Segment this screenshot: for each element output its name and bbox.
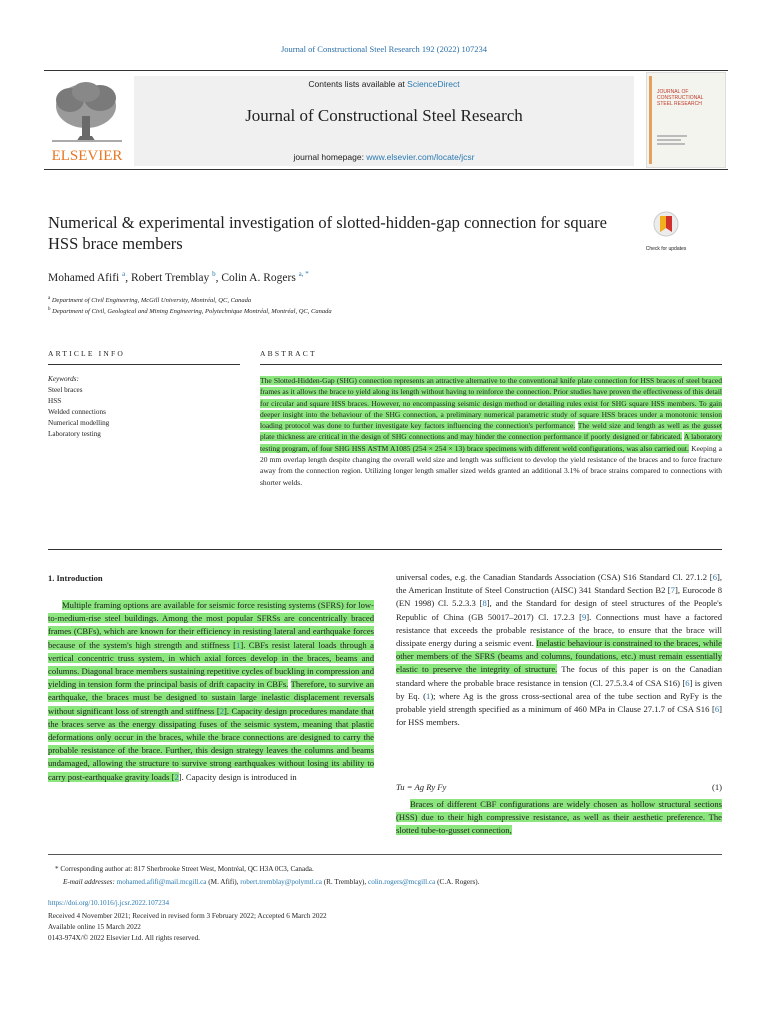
highlighted-text: ]. CBFs resist lateral loads through a vertical concentric truss system, in which axial forces develop in the braces, beams and columns. Diagonal brace members sustaining repetitive cycles of buckling in compression and yielding in tension form the principal basis of drift capacity in CBFs. <box>48 639 374 690</box>
affiliation-text: Department of Civil Engineering, McGill University, Montréal, QC, Canada <box>51 297 252 305</box>
divider <box>260 364 722 365</box>
affiliation <box>48 307 332 315</box>
author-affiliation-mark[interactable]: a, * <box>298 270 309 278</box>
abstract-heading: ABSTRACT <box>260 349 317 358</box>
equation-text: Tu = Ag Ry Fy <box>396 782 447 792</box>
highlighted-text: ]. Capacity design procedures mandate that the braces serve as the energy dissipating fuses of the seismic system, meaning that plastic deformations only occur in the braces, while the brace connections are designed to carry the probable resistance of the brace. Further, this design strategy leaves the columns and beams undamaged, allowing the structure to survive strong earthquakes without losing its ability to carry post-earthquake gravity loads [ <box>48 705 374 782</box>
highlighted-text: Inelastic behaviour is constrained to the braces, while other members of the SFRS (beams and columns, foundations, etc.) must remain essentially elastic to preserve the integrity of structure. <box>396 638 722 675</box>
publisher-name: ELSEVIER <box>51 148 123 164</box>
received-dates: Received 4 November 2021; Received in revised form 3 February 2022; Accepted 6 March 2022 <box>48 912 327 920</box>
cover-band <box>649 76 652 164</box>
keyword: HSS <box>48 397 62 405</box>
affiliation-mark: b <box>48 307 51 312</box>
affiliation <box>48 296 251 304</box>
text-run: ], the American Institute of Steel Construction (AISC) 341 Standard Section B2 [ <box>396 572 722 596</box>
text-run: ); where Ag is the gross cross-sectional area of the tube section and RyFy is the probable yield strength specified as a minimum of 460 MPa in Clause 27.1.7 of CSA S16 [ <box>396 690 722 715</box>
email-link[interactable]: colin.rogers@mcgill.ca <box>368 878 436 886</box>
citation-link[interactable]: 8 <box>482 598 487 609</box>
available-online-date: Available online 15 March 2022 <box>48 923 141 931</box>
homepage-prefix: journal homepage: <box>293 152 367 162</box>
author-list: Mohamed Afifi $^a$, Robert Tremblay $^b$, Colin A. Rogers $^{a, *}$ <box>48 270 309 284</box>
email-link[interactable]: mohamed.afifi@mail.mcgill.ca <box>116 878 207 886</box>
citation-link[interactable]: 2 <box>174 771 179 782</box>
text-run: ] for HSS members. <box>396 704 722 728</box>
keyword: Steel braces <box>48 386 83 394</box>
citation-link[interactable]: 7 <box>670 585 675 596</box>
affiliation-text: Department of Civil, Geological and Mining Engineering, Polytechnique Montréal, Montréal, QC, Canada <box>52 308 332 316</box>
author-name[interactable]: Colin A. Rogers <box>221 271 296 284</box>
abstract-text-run: Keeping a 20 mm overlap length despite changing the overall weld size and length was sufficient to develop the yield resistance of the braces and to force fracture away from the connection region. Utilizing longer length smaller sized welds granted an additional 3.1% of brace strains compared to connections with shorter welds. <box>260 443 722 487</box>
journal-name: Journal of Constructional Steel Research <box>245 106 523 125</box>
abstract-highlight: A laboratory testing program, of four SHG HSS ASTM A1085 (254 × 254 × 13) brace specimens with different weld configurations, was also carried out. <box>260 432 722 453</box>
email-addresses <box>63 878 479 886</box>
citation-link[interactable]: 9 <box>581 611 587 622</box>
equation-number: (1) <box>711 782 722 792</box>
author-affiliation-mark[interactable]: b <box>212 270 216 278</box>
author-affiliation-mark[interactable]: a <box>122 270 126 278</box>
footnote-divider <box>48 854 722 855</box>
email-label: E-mail addresses: <box>63 878 115 886</box>
text-run: universal codes, e.g. the Canadian Standards Association (CSA) S16 Standard Cl. 27.1.2 [ <box>396 572 713 582</box>
citation-link[interactable]: 6 <box>685 677 690 688</box>
article-info-heading: ARTICLE INFO <box>48 349 125 358</box>
intro-paragraph-right <box>396 571 722 729</box>
citation-link[interactable]: 6 <box>712 572 717 582</box>
equation <box>396 782 722 792</box>
journal-reference[interactable]: Journal of Constructional Steel Research 192 (2022) 107234 <box>280 44 488 54</box>
homepage-link[interactable]: www.elsevier.com/locate/jcsr <box>366 152 475 162</box>
text-run: ]. Connections must have a factored resistance that exceeds the probable resistance of the brace, to ensure that the brace will dissipate energy during a seismic event. <box>396 611 722 649</box>
email-owner: (M. Afifi), <box>206 878 241 886</box>
author-name[interactable]: Mohamed Afifi <box>48 271 120 284</box>
citation-link[interactable]: 6 <box>714 704 720 715</box>
homepage-line <box>134 152 634 162</box>
citation-link[interactable]: 2 <box>219 705 225 716</box>
text-run: ], Eurocode 8 (EN 1998) Cl. 5.2.3.3 [ <box>396 585 722 609</box>
doi-link[interactable]: https://doi.org/10.1016/j.jcsr.2022.107234 <box>48 899 170 907</box>
abstract-highlight: The Slotted-Hidden-Gap (SHG) connection represents an attractive alternative to the conventional knife plate connection for HSS braces of steel braced frames as it allows the brace to yield along its length without having to reinforce the connection. Prior studies have proven the effectiveness of this detail for circular and square HSS braces. However, no encompassing seismic design method or detailing rules exist for SHG square HSS members. To gain deeper insight into the behaviour of the SHG connection, a preliminary numerical parametric study of square HSS braces under a monotonic tension loading protocol was done to further investigate key factors influencing the connection's performance. <box>260 376 722 431</box>
keyword: Laboratory testing <box>48 430 101 438</box>
author-name[interactable]: Robert Tremblay <box>130 271 210 284</box>
text-run: ] is given by Eq. ( <box>396 677 723 701</box>
keywords-block <box>48 374 109 440</box>
contents-prefix: Contents lists available at <box>308 79 408 89</box>
highlighted-text: Braces of different CBF configurations are widely chosen as hollow structural sections (HSS) due to their high compressive resistance, as well as their aesthetic preference. The slotted tube-to-gusset connection, <box>396 799 722 836</box>
email-link[interactable]: robert.tremblay@polymtl.ca <box>240 878 322 886</box>
paper-title: Numerical & experimental investigation of slotted-hidden-gap connection for square HSS brace members <box>48 213 607 253</box>
abstract-highlight: The weld size and length as well as the gusset plate thickness are critical in the design of SHG connections and may hinder the connection performance if poorly designed or fabricated. <box>260 421 722 442</box>
text-run: The focus of this paper is on the Canadian standard where the probable brace resistance in tension (Cl. 27.5.3.4 of CSA S16) [ <box>396 664 723 688</box>
section-heading-introduction: 1. Introduction <box>48 573 103 583</box>
cover-title: JOURNAL OF CONSTRUCTIONAL STEEL RESEARCH <box>657 89 704 107</box>
email-owner: (C.A. Rogers). <box>435 878 480 886</box>
divider <box>48 364 240 365</box>
abstract-text <box>260 375 722 488</box>
copyright-notice: 0143-974X/© 2022 Elsevier Ltd. All rights reserved. <box>48 934 200 942</box>
corresponding-author-note: * Corresponding author at: 817 Sherbrooke Street West, Montréal, QC H3A 0C3, Canada. <box>55 865 314 873</box>
keywords-heading: Keywords: <box>48 375 79 383</box>
journal-cover-thumbnail <box>646 72 726 168</box>
divider <box>48 549 722 550</box>
affiliation-mark: a <box>48 296 51 301</box>
cover-lines <box>657 135 687 147</box>
elsevier-tree-logo <box>46 76 128 164</box>
text-run: ]. Capacity design is introduced in <box>178 771 297 782</box>
keyword: Welded connections <box>48 408 106 416</box>
email-owner: (R. Tremblay), <box>321 878 369 886</box>
keyword: Numerical modelling <box>48 419 110 427</box>
check-for-updates-label[interactable]: Check for updates <box>645 246 687 252</box>
intro-paragraph-left <box>48 599 374 784</box>
equation-link[interactable]: 1 <box>426 690 431 701</box>
highlighted-text: Therefore, to survive an earthquake, the braces must be designed to sustain large inelastic displacement reversals without significant loss of strength and stiffness [ <box>48 679 375 716</box>
sciencedirect-link[interactable]: ScienceDirect <box>407 79 460 89</box>
citation-link[interactable]: 1 <box>236 639 241 650</box>
intro-paragraph-right-2 <box>396 798 722 838</box>
highlighted-text: Multiple framing options are available for seismic force resisting systems (SFRS) for low-to-medium-rise steel buildings. Among the most popular SFRSs are concentrically braced frames (CBFs), which are known for their efficiency in resisting lateral and earthquake forces because of the system's high strength and stiffness [ <box>48 600 374 650</box>
text-run: ], and the Standard for design of steel structures of the People's Republic of China (GB 50017–2017) Cl. 17.2.3 [ <box>396 598 722 622</box>
contents-line <box>134 79 634 89</box>
